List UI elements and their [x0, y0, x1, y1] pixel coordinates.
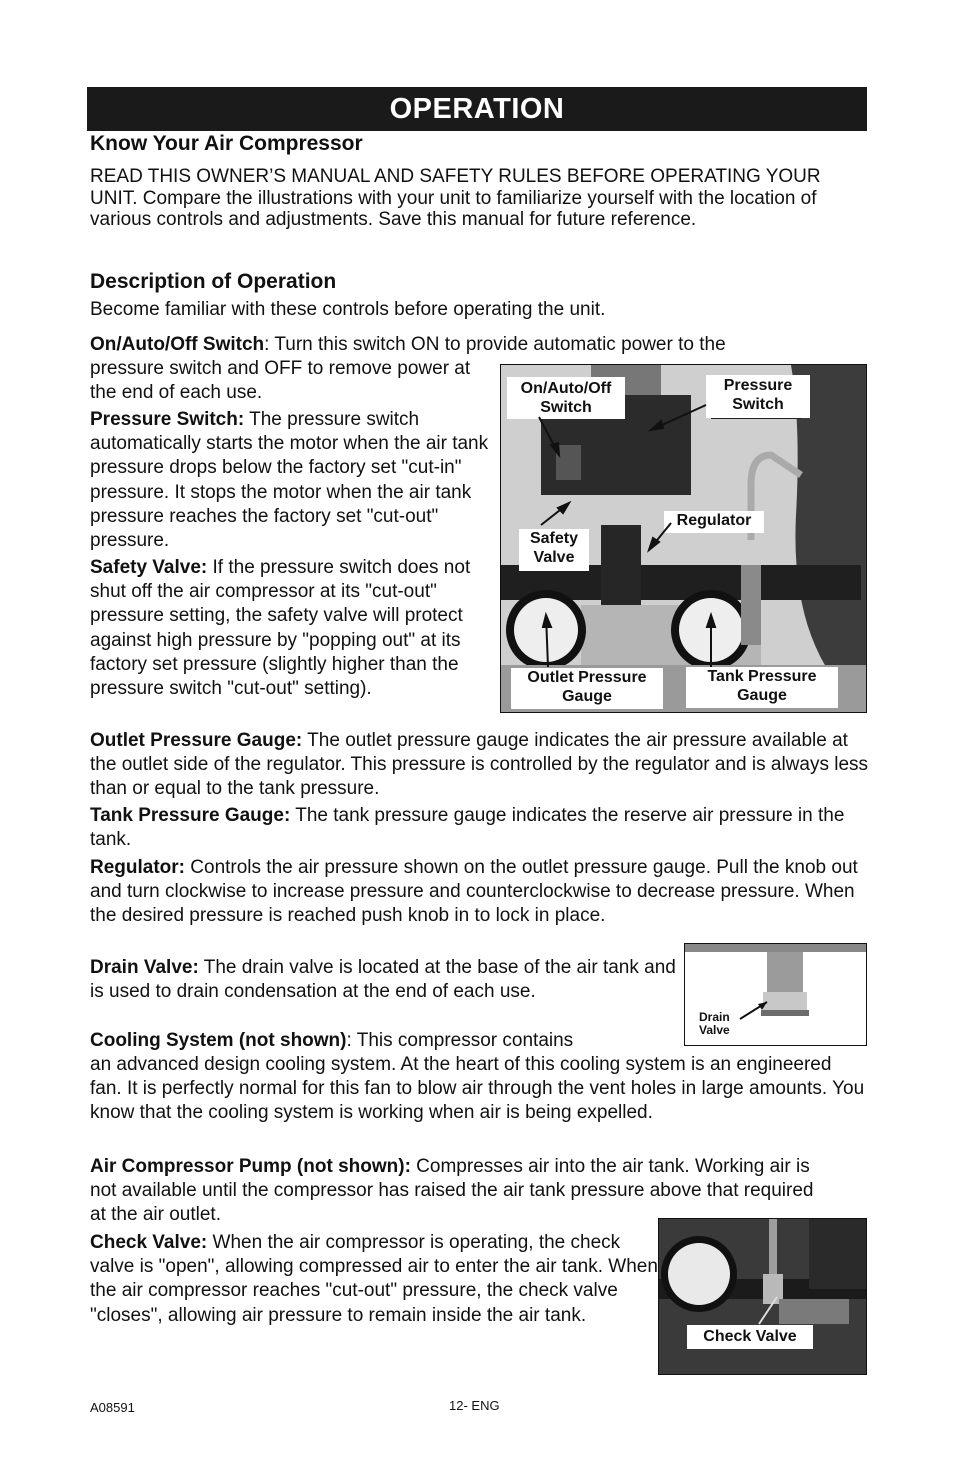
tank-gauge-label: Tank Pressure Gauge: — [90, 805, 291, 826]
label-onoff-switch: On/Auto/Off Switch — [507, 377, 625, 419]
label-outlet-gauge: Outlet Pressure Gauge — [511, 668, 663, 709]
onoff-paragraph-line1 — [90, 333, 870, 357]
check-valve-photo — [659, 1219, 866, 1374]
label-tank-gauge: Tank Pressure Gauge — [686, 667, 838, 708]
document-code: A08591 — [90, 1400, 135, 1415]
pressure-switch-text: The pressure switch automatically starts the motor when the air tank pressure drops below the factory set "cut-in" pressure. It stops the motor when the air tank pressure reaches the factory set "cut-out" pressure. — [90, 409, 489, 552]
drain-valve-paragraph — [90, 956, 680, 1004]
tank-gauge-text: The tank pressure gauge indicates the reserve air pressure in the tank. — [90, 805, 845, 851]
compressor-controls-figure — [500, 364, 867, 713]
safety-valve-label: Safety Valve: — [90, 557, 208, 578]
cooling-paragraph-line1 — [90, 1029, 660, 1053]
regulator-text: Controls the air pressure shown on the outlet pressure gauge. Pull the knob out and turn clockwise to increase pressure and counterclockwise to decrease pressure. When the desired pressure is reached push knob in to lock in place. — [90, 857, 858, 927]
pump-text: Compresses air into the air tank. Working air is not available until the compressor has raised the air tank pressure above that required at the air outlet. — [90, 1156, 814, 1226]
label-pressure-switch: Pressure Switch — [706, 375, 810, 418]
cooling-paragraph-rest: an advanced design cooling system. At the heart of this cooling system is an engineered fan. It is perfectly normal for this fan to blow air through the vent holes in large amounts. You know that the cooling system is working when air is being expelled. — [90, 1054, 865, 1124]
page-title: OPERATION — [87, 87, 867, 131]
check-valve-text: When the air compressor is operating, the check valve is "open", allowing compressed air to enter the air tank. When the air compressor reaches "cut-out" pressure, the check valve "closes", allowing air pressure to remain inside the air tank. — [90, 1232, 658, 1326]
section-heading-description: Description of Operation — [90, 270, 337, 293]
cooling-label: Cooling System (not shown) — [90, 1030, 347, 1051]
drain-valve-figure — [684, 943, 867, 1046]
regulator-label: Regulator: — [90, 857, 185, 878]
label-check-valve: Check Valve — [687, 1325, 813, 1349]
know-paragraph: READ THIS OWNER’S MANUAL AND SAFETY RULES BEFORE OPERATING YOUR UNIT. Compare the illustrations with your unit to familiarize yourself with the location of various controls and adjustments. Save this manual for future reference. — [90, 166, 821, 231]
description-intro: Become familiar with these controls before operating the unit. — [90, 299, 606, 320]
pressure-switch-label: Pressure Switch: — [90, 409, 245, 430]
outlet-gauge-label: Outlet Pressure Gauge: — [90, 730, 303, 751]
onoff-paragraph-line2: pressure switch and OFF to remove power at the end of each use. — [90, 358, 471, 404]
label-drain-valve: Drain Valve — [699, 1010, 730, 1037]
safety-valve-text: If the pressure switch does not shut off the air compressor at its "cut-out" pressure setting, the safety valve will protect against high pressure by "popping out" at its factory set pressure (slightly higher than the pressure switch "cut-out" setting). — [90, 557, 471, 700]
check-valve-label: Check Valve: — [90, 1232, 208, 1253]
cooling-text: : This compressor contains — [346, 1030, 574, 1051]
regulator-paragraph — [90, 856, 870, 929]
onoff-label: On/Auto/Off Switch — [90, 334, 265, 355]
drain-valve-text: The drain valve is located at the base of the air tank and is used to drain condensation at the end of each use. — [90, 957, 676, 1003]
safety-valve-paragraph — [90, 556, 502, 701]
pressure-switch-paragraph — [90, 408, 495, 553]
tank-gauge-paragraph — [90, 804, 850, 852]
outlet-gauge-paragraph — [90, 729, 870, 802]
page-number: 12- ENG — [449, 1398, 500, 1413]
check-valve-figure — [658, 1218, 867, 1375]
label-safety-valve: Safety Valve — [519, 529, 589, 571]
label-regulator: Regulator — [664, 511, 764, 533]
callout-arrows — [501, 365, 866, 712]
section-heading-know: Know Your Air Compressor — [90, 132, 363, 155]
pump-paragraph — [90, 1155, 820, 1228]
pump-label: Air Compressor Pump (not shown): — [90, 1156, 411, 1177]
onoff-text: : Turn this switch ON to provide automatic power to the — [264, 334, 726, 355]
outlet-gauge-text: The outlet pressure gauge indicates the air pressure available at the outlet side of the regulator. This pressure is controlled by the regulator and is always less than or equal to the tank pressure. — [90, 730, 869, 800]
drain-valve-label: Drain Valve: — [90, 957, 199, 978]
check-valve-paragraph — [90, 1231, 658, 1328]
